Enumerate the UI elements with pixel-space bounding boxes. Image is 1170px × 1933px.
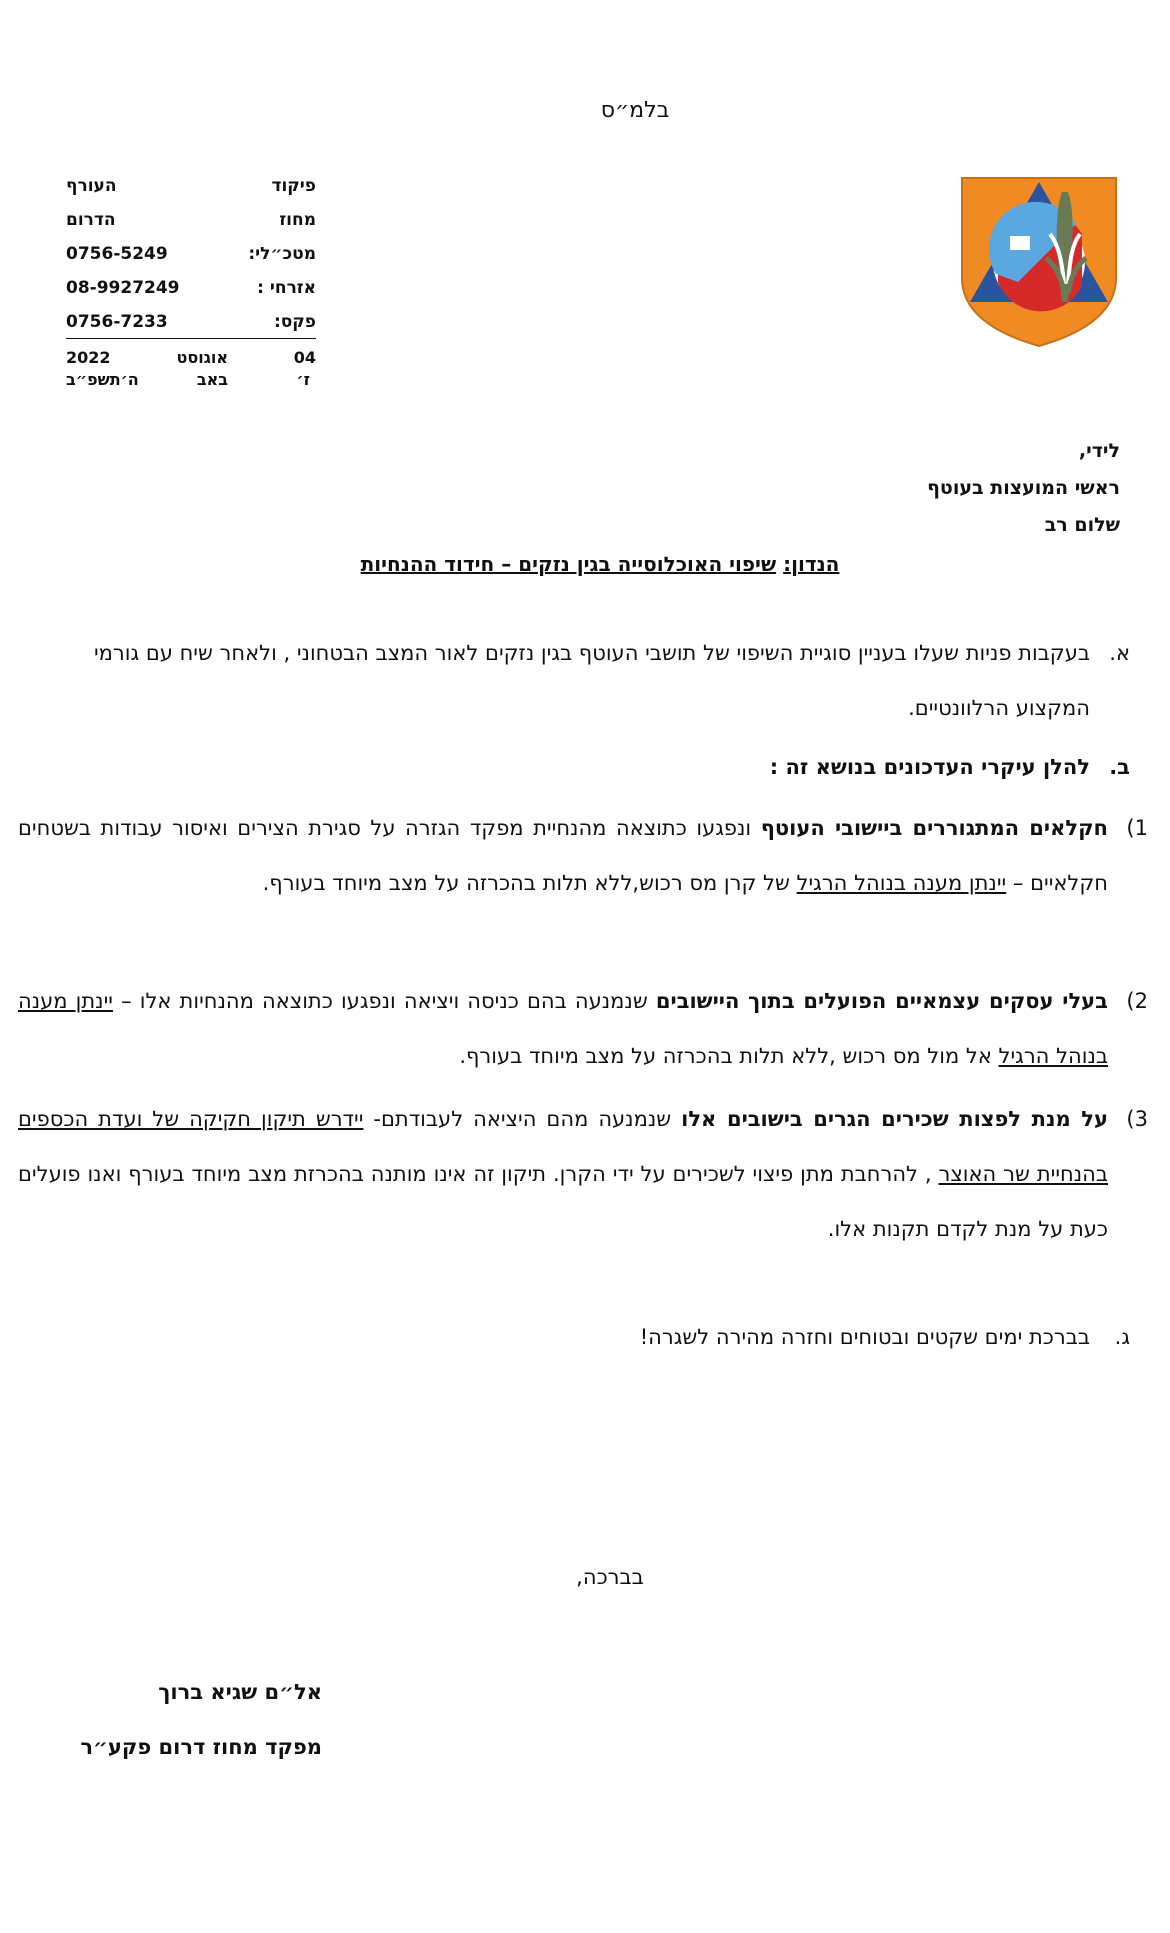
meta-value: העורף [66, 176, 117, 196]
list-item-3 [18, 1092, 1148, 1257]
paragraph-text: בברכת ימים שקטים ובטוחים וחזרה מהירה לשגרה! [639, 1325, 1090, 1349]
paragraph-mark: ג. [1114, 1325, 1130, 1349]
meta-label: מחוז [279, 210, 316, 230]
subject-label: הנדון: [783, 552, 840, 576]
signature-name: אל״ם שגיא ברוך [158, 1680, 322, 1704]
meta-row-command [66, 176, 316, 206]
meta-row-district [66, 210, 316, 240]
subject-text: שיפוי האוכלוסייה בגין נזקים – חידוד ההנחיות [360, 552, 777, 576]
meta-row-fax [66, 312, 316, 339]
item-underlined: יידרש תיקון חקיקה של ועדת הכספים בהנחיית שר האוצר [18, 1107, 1108, 1186]
date-day: 04 [293, 348, 316, 367]
item-bold: על מנת לפצות שכירים הגרים בישובים אלו [681, 1107, 1108, 1131]
date-month: אוגוסט [176, 348, 228, 367]
date-month: באב [196, 370, 228, 389]
meta-value: 0756-7233 [66, 312, 168, 332]
meta-value: 0756-5249 [66, 244, 168, 264]
date-day: ז׳ [296, 370, 310, 389]
meta-value: 08-9927249 [66, 278, 180, 298]
paragraph-b [20, 740, 1130, 795]
paragraph-text: בעקבות פניות שעלו בעניין סוגיית השיפוי של תושבי העוטף בגין נזקים לאור המצב הבטחוני , ולאחר שיח עם גורמי המקצוע הרלוונטיים. [93, 641, 1090, 720]
meta-label: פקס: [273, 312, 316, 332]
paragraph-mark: א. [1109, 641, 1130, 665]
date-year: 2022 [66, 348, 111, 367]
meta-label: אזרחי : [257, 278, 316, 298]
item-text: , להרחבת מתן פיצוי לשכירים על ידי הקרן. תיקון זה אינו מותנה בהכרזת מצב מיוחד בעורף ואנו פועלים כעת על מנת לקדם תקנות אלו. [18, 1162, 1108, 1241]
addressee-salutation: שלום רב [1044, 514, 1120, 536]
meta-row-military-phone [66, 244, 316, 274]
date-year: ה׳תשפ״ב [66, 370, 139, 389]
meta-row-civil-phone [66, 278, 316, 308]
item-text: שנמנעה מהם היציאה לעבודתם- [363, 1107, 682, 1131]
meta-label: פיקוד [271, 176, 316, 196]
item-text: ונפגעו כתוצאה מהנחיית מפקד הגזרה על סגירת הצירים ואיסור עבודות בשטחים חקלאיים – [18, 816, 1108, 895]
signature-title: מפקד מחוז דרום פקע״ר [80, 1735, 322, 1759]
paragraph-mark: ב. [1109, 755, 1130, 779]
classification-header: בלמ״ס [600, 98, 670, 123]
subject-line [0, 552, 1170, 576]
item-mark: 1) [1126, 816, 1148, 840]
list-item-1 [18, 801, 1148, 911]
item-bold: בעלי עסקים עצמאיים הפועלים בתוך היישובים [655, 989, 1108, 1013]
addressee-recipient: ראשי המועצות בעוטף [927, 477, 1120, 499]
item-underlined: יינתן מענה בנוהל הרגיל [796, 871, 1007, 895]
item-mark: 3) [1126, 1107, 1148, 1131]
item-text: של קרן מס רכוש,ללא תלות בהכרזה על מצב מיוחד בעורף. [262, 871, 797, 895]
list-item-2 [18, 974, 1148, 1084]
item-mark: 2) [1126, 989, 1148, 1013]
home-front-command-emblem-icon [958, 174, 1120, 348]
item-bold: חקלאים המתגוררים ביישובי העוטף [760, 816, 1108, 840]
paragraph-a [20, 626, 1130, 736]
item-text: אל מול מס רכוש ,ללא תלות בהכרזה על מצב מיוחד בעורף. [459, 1044, 999, 1068]
item-text: שנמנעה בהם כניסה ויציאה ונפגעו כתוצאה מהנחיות אלו – [112, 989, 656, 1013]
meta-label: מטכ״לי: [248, 244, 316, 264]
addressee-to: לידי, [1078, 440, 1120, 462]
paragraph-c [20, 1310, 1130, 1365]
meta-value: הדרום [66, 210, 116, 230]
paragraph-text: להלן עיקרי העדכונים בנושא זה : [769, 755, 1090, 779]
item-underlined: יינתן מענה בנוהל הרגיל [18, 989, 1108, 1068]
closing-line: בברכה, [576, 1565, 644, 1589]
